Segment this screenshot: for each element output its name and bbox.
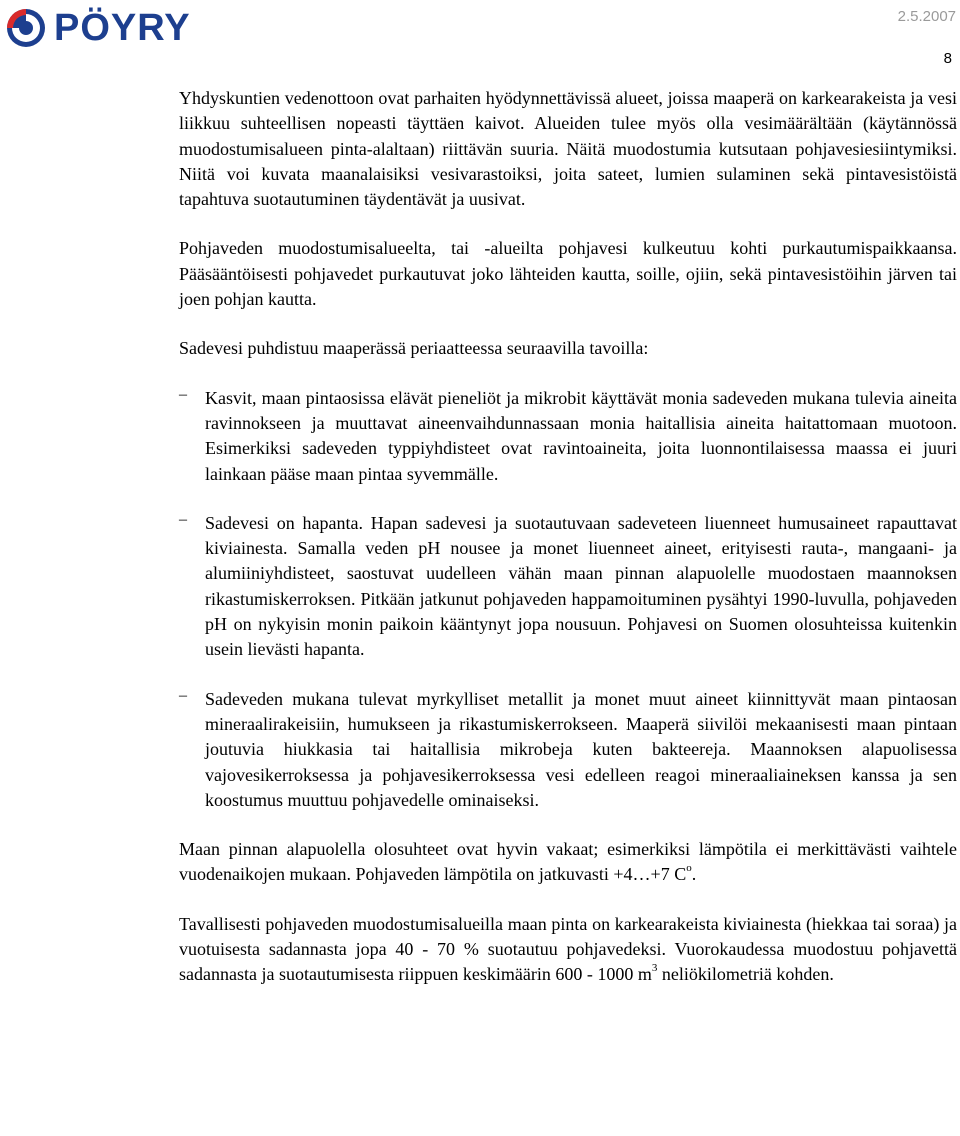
list-item-text: Sadevesi on hapanta. Hapan sadevesi ja suotautuvaan sadeveteen liuenneet humusaineet rapauttavat kiviainesta. Samalla veden pH nousee ja monet liuenneet aineet, erityisesti rauta-, mangaani- ja alumiiniyhdisteet, saostuvat uudelleen vähän maan pinnan alapuolelle muodostaen maannoksen rikastumiskerroksen. Pitkään jatkunut pohjaveden happamoituminen pysähtyi 1990-luvulla, pohjaveden pH on nykyisin monin paikoin kääntynyt jopa nousuun. Pohjavesi on Suomen olosuhteissa kuitenkin usein lievästi hapanta. <box>205 512 957 660</box>
temperature-suffix: . <box>691 864 697 885</box>
paragraph-discharge: Pohjaveden muodostumisalueelta, tai -alueilta pohjavesi kulkeutuu kohti purkautumispaikkaansa. Pääsääntöisesti pohjavedet purkautuvat joko lähteiden kautta, soille, ojiin, sekä pintavesistöihin järven tai joen pohjan kautta. <box>179 238 957 310</box>
list-item-text: Kasvit, maan pintaosissa elävät pieneliöt ja mikrobit käyttävät monia sadeveden mukana tulevia aineita ravinnokseen ja muuttavat aineenvaihdunnassaan monia haitallisia aineita haitattomaan muotoon. Esimerkiksi sadeveden typpiyhdisteet ovat ravintoaineita, joita luonnontilaisessa maassa ei juuri lainkaan pääse maan pintaa syvemmälle. <box>205 387 957 484</box>
list-item-text: Sadeveden mukana tulevat myrkylliset metallit ja monet muut aineet kiinnittyvät maan pintaosan mineraalirakeisiin, humukseen ja rikastumiskerrokseen. Maaperä siivilöi mekaanisesti maan pintaan joutuvia hiukkasia tai haitallisia mikrobeja kuten bakteereja. Maannoksen alapuolisessa vajovesikerroksessa ja pohjavesikerroksessa vesi edelleen reagoi mineraaliaineksen kanssa ja sen koostumus muuttuu pohjavedelle ominaiseksi. <box>205 688 957 810</box>
document-date: 2.5.2007 <box>897 8 956 25</box>
brand-name: PÖYRY <box>54 7 191 49</box>
recharge-suffix: neliökilometriä kohden. <box>657 964 834 985</box>
recharge-text: Tavallisesti pohjaveden muodostumisalueilla maan pinta on karkearakeista kiviainesta (hiekkaa tai soraa) ja vuotuisesta sadannasta jopa 40 - 70 % suotautuu pohjavedeksi. Vuorokaudessa muodostuu pohjavettä sadannasta ja suotautumisesta riippuen keskimäärin 600 - 1000 m <box>179 913 957 985</box>
degree-superscript: o <box>686 862 692 875</box>
list-item <box>179 511 957 663</box>
paragraph-aquifers: Yhdyskuntien vedenottoon ovat parhaiten hyödynnettävissä alueet, joissa maaperä on karkearakeista ja vesi liikkuu suhteellisen nopeasti täyttäen kaivot. Alueiden tulee myös olla vesimäärältään (käytännössä muodostumisalueen pinta-alaltaan) riittävän suuria. Näitä muodostumia kutsutaan pohjavesiesiintymiksi. Niitä voi kuvata maanalaisiksi vesivarastoiksi, joita sateet, lumien sulaminen sekä pintavesistöistä tapahtuva suotautuminen täydentävät ja uusivat. <box>179 88 957 210</box>
paragraph-temperature <box>179 837 957 888</box>
list-item <box>179 687 957 813</box>
dash-icon: – <box>179 686 187 704</box>
document-body <box>179 86 957 988</box>
page-number: 8 <box>943 50 952 67</box>
cubic-superscript: 3 <box>651 962 658 975</box>
dash-icon: – <box>179 385 187 403</box>
paragraph-purification-intro: Sadevesi puhdistuu maaperässä periaatteessa seuraavilla tavoilla: <box>179 338 649 359</box>
dash-icon: – <box>179 510 187 528</box>
list-item <box>179 386 957 487</box>
temperature-text: Maan pinnan alapuolella olosuhteet ovat hyvin vakaat; esimerkiksi lämpötila ei merkittävästi vaihtele vuodenaikojen mukaan. Pohjaveden lämpötila on jatkuvasti +4…+7 C <box>179 839 957 885</box>
poyry-logo <box>4 6 191 50</box>
paragraph-recharge <box>179 912 957 988</box>
poyry-logo-mark-icon <box>4 6 48 50</box>
